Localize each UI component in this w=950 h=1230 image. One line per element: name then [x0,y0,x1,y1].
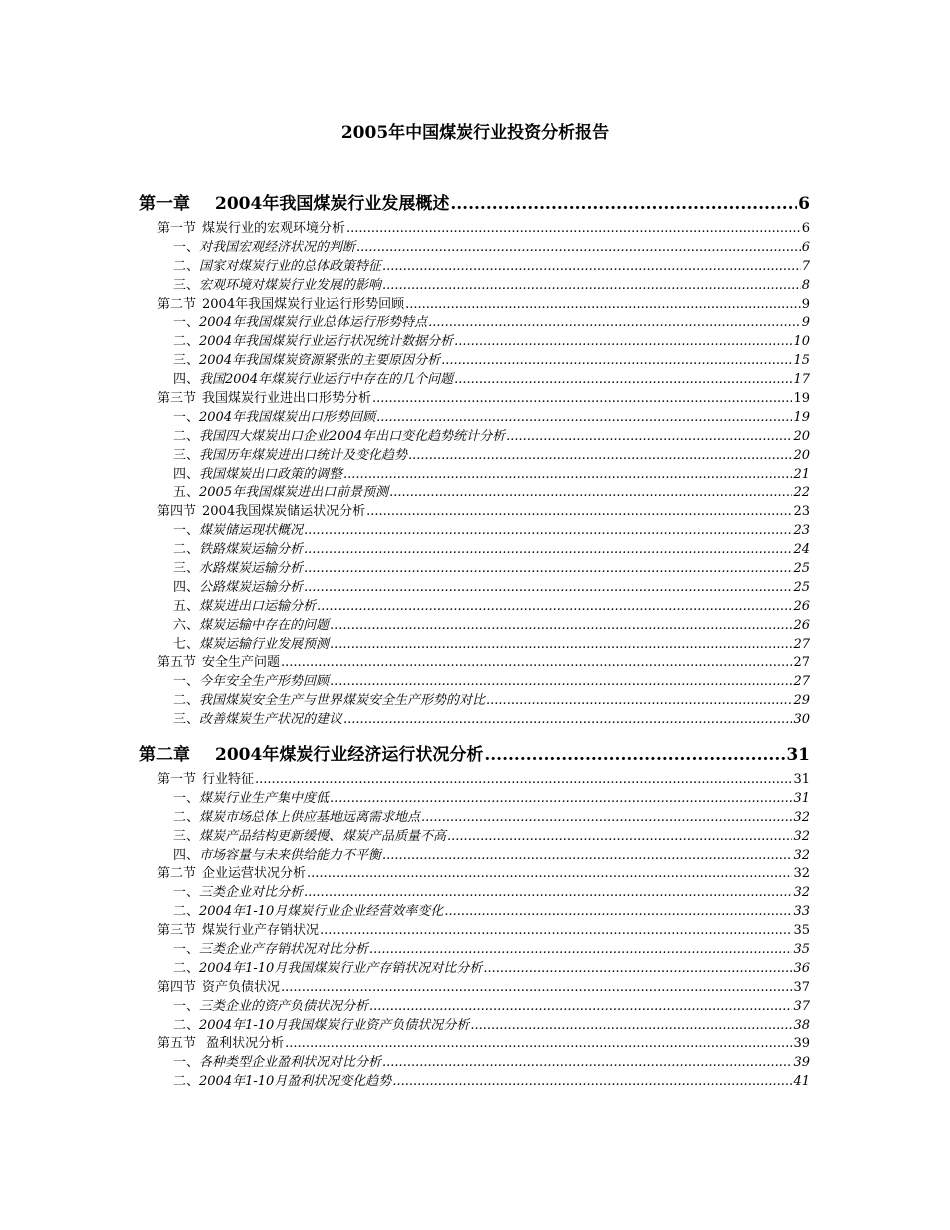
item-heading [173,828,446,847]
dot-leader [421,809,792,828]
item-heading [173,941,368,960]
dot-leader [330,790,792,809]
toc-chapter-entry[interactable] [139,739,810,771]
dot-leader [366,503,792,522]
dot-leader [405,296,801,315]
dot-leader [382,258,801,277]
page-number: 20 [793,447,810,463]
toc-item-entry[interactable] [139,277,810,296]
dot-leader [343,711,792,730]
item-number: 二、 [173,809,200,825]
toc-section-entry[interactable] [139,296,810,315]
item-number: 四、 [173,847,200,863]
toc-item-entry[interactable] [139,809,810,828]
page-number: 17 [793,372,810,388]
toc-item-entry[interactable] [139,636,810,655]
dot-leader [389,484,792,503]
section-number: 第五节 [157,1036,197,1052]
item-heading [173,1017,469,1036]
toc-item-entry[interactable] [139,239,810,258]
chapter-title: 2004年我国煤炭行业发展概述 [215,194,450,214]
item-number: 一、 [173,790,200,806]
dot-leader [330,673,792,692]
section-heading [157,922,319,941]
toc-item-entry[interactable] [139,828,810,847]
dot-leader [408,447,792,466]
dot-leader [369,941,792,960]
item-heading [173,541,303,560]
item-title: 铁路煤炭运输分析 [199,542,304,558]
item-number: 五、 [173,485,200,501]
dot-leader [484,739,785,771]
dot-leader [382,847,792,866]
item-title: 宏观环境对煤炭行业发展的影响 [199,277,382,293]
item-number: 五、 [173,598,200,614]
page-number: 32 [793,847,810,863]
item-number: 三、 [173,447,200,463]
page-number: 32 [793,809,810,825]
page-number: 6 [801,221,810,236]
page-number: 36 [793,960,810,976]
item-title: 煤炭储运现状概况 [199,523,304,539]
dot-leader [450,188,797,220]
page-number: 32 [793,866,810,882]
page-number: 26 [793,617,810,633]
page-number: 10 [793,334,810,350]
page-number: 32 [793,828,810,844]
page-number: 35 [793,942,810,958]
toc-section-entry[interactable] [139,979,810,998]
item-title: 公路煤炭运输分析 [199,579,304,595]
chapter-number: 第二章 [139,745,190,765]
item-number: 七、 [173,636,200,652]
toc-item-entry[interactable] [139,333,810,352]
toc-item-entry[interactable] [139,598,810,617]
item-title: 改善煤炭生产状况的建议 [199,712,343,728]
item-title: 水路煤炭运输分析 [199,561,304,577]
toc-item-entry[interactable] [139,522,810,541]
toc-section-entry[interactable] [139,503,810,522]
toc-item-entry[interactable] [139,314,810,333]
item-title: 三类企业的资产负债状况分析 [199,998,369,1014]
page-number: 39 [793,1036,810,1052]
section-title: 2004我国煤炭储运状况分析 [202,504,366,520]
toc-item-entry[interactable] [139,941,810,960]
item-title: 我国历年煤炭进出口统计及变化趋势 [199,447,408,463]
item-number: 六、 [173,617,200,633]
item-number: 一、 [173,1055,200,1071]
item-heading [173,277,381,296]
item-title: 今年安全生产形势回顾 [199,674,330,690]
item-number: 二、 [173,258,200,274]
item-number: 三、 [173,828,200,844]
item-title: 2004年1-10月我国煤炭行业产存销状况对比分析 [199,960,483,976]
item-heading [173,239,355,258]
toc-item-entry[interactable] [139,484,810,503]
item-title: 煤炭市场总体上供应基地远离需求地点 [199,809,421,825]
item-number: 四、 [173,579,200,595]
section-number: 第二节 [157,296,197,312]
chapter-number: 第一章 [139,194,190,214]
item-heading [173,522,303,541]
item-number: 一、 [173,998,200,1014]
item-number: 二、 [173,693,200,709]
toc-chapter-2 [139,739,810,1092]
section-number: 第五节 [157,655,197,671]
dot-leader [454,333,792,352]
dot-leader [320,922,792,941]
item-heading [173,598,316,617]
item-heading [173,617,329,636]
section-heading [157,220,345,239]
toc-item-entry[interactable] [139,258,810,277]
section-number: 第四节 [157,504,197,520]
item-title: 我国煤炭出口政策的调整 [199,466,343,482]
dot-leader [372,390,792,409]
item-title: 三类企业产存销状况对比分析 [199,942,369,958]
dot-leader [317,598,792,617]
item-heading [173,711,342,730]
item-heading [173,1054,381,1073]
page-number: 23 [793,504,810,520]
page-number: 33 [793,904,810,920]
document-title: 2005年中国煤炭行业投资分析报告 [340,123,610,143]
item-number: 一、 [173,409,200,425]
toc-item-entry[interactable] [139,692,810,711]
section-title: 安全生产问题 [202,655,281,671]
dot-leader [307,865,792,884]
dot-leader [281,654,792,673]
section-title: 盈利状况分析 [202,1036,285,1052]
item-number: 二、 [173,904,200,920]
toc-item-entry[interactable] [139,790,810,809]
item-heading [173,333,453,352]
page-number: 8 [801,277,810,293]
item-title: 煤炭行业生产集中度低 [199,790,330,806]
toc-item-entry[interactable] [139,1073,810,1092]
toc-item-entry[interactable] [139,673,810,692]
dot-leader [506,428,792,447]
item-number: 二、 [173,1017,200,1033]
item-heading [173,960,482,979]
page-number: 31 [793,772,810,787]
item-title: 煤炭进出口运输分析 [199,598,317,614]
item-heading [173,484,388,503]
item-title: 我国2004年煤炭行业运行中存在的几个问题 [199,372,454,388]
section-heading [157,1035,284,1054]
item-heading [173,447,407,466]
toc-item-entry[interactable] [139,447,810,466]
item-number: 二、 [173,428,200,444]
page-number: 9 [801,296,810,312]
section-number: 第一节 [157,772,197,787]
item-heading [173,903,443,922]
toc-item-entry[interactable] [139,560,810,579]
item-heading [173,998,368,1017]
dot-leader [428,314,801,333]
item-heading [173,673,329,692]
section-heading [157,503,365,522]
section-title: 资产负债状况 [202,979,281,995]
page-number: 25 [793,561,810,577]
item-heading [173,560,303,579]
section-title: 我国煤炭行业进出口形势分析 [202,391,372,407]
page-number: 6 [798,194,810,214]
item-heading [173,1073,391,1092]
page-number: 30 [793,712,810,728]
item-title: 煤炭运输行业发展预测 [199,636,330,652]
section-title: 行业特征 [202,772,255,787]
dot-leader [392,1073,792,1092]
toc-section-entry[interactable] [139,922,810,941]
dot-leader [470,1017,792,1036]
item-title: 煤炭运输中存在的问题 [199,617,330,633]
page-number: 32 [793,885,810,901]
item-number: 一、 [173,885,200,901]
dot-leader [346,220,801,239]
item-number: 三、 [173,353,200,369]
dot-leader [356,239,801,258]
item-heading [173,428,505,447]
item-number: 三、 [173,561,200,577]
page-number: 38 [793,1017,810,1033]
section-heading [157,654,280,673]
section-title: 煤炭行业的宏观环境分析 [202,221,346,236]
item-heading [173,258,381,277]
item-number: 四、 [173,466,200,482]
item-heading [173,884,303,903]
section-number: 第一节 [157,221,197,236]
section-number: 第三节 [157,923,197,939]
toc-item-entry[interactable] [139,1054,810,1073]
item-number: 二、 [173,960,200,976]
dot-leader [441,352,792,371]
page-number: 37 [793,998,810,1014]
chapter-heading [139,739,483,771]
toc-item-entry[interactable] [139,884,810,903]
dot-leader [285,1035,792,1054]
toc-section-entry[interactable] [139,390,810,409]
toc-section-entry[interactable] [139,220,810,239]
item-title: 市场容量与未来供给能力不平衡 [199,847,382,863]
toc-item-entry[interactable] [139,409,810,428]
dot-leader [255,771,792,790]
item-heading [173,409,375,428]
toc-chapter-entry[interactable] [139,188,810,220]
toc-item-entry[interactable] [139,541,810,560]
toc-chapter-1 [139,188,810,730]
section-heading [157,979,280,998]
chapter-heading [139,188,449,220]
toc-item-entry[interactable] [139,847,810,866]
dot-leader [447,828,792,847]
toc-section-entry[interactable] [139,1035,810,1054]
page-number: 31 [793,790,810,806]
item-number: 三、 [173,712,200,728]
item-number: 一、 [173,239,200,255]
toc-item-entry[interactable] [139,903,810,922]
dot-leader [304,560,792,579]
toc-item-entry[interactable] [139,466,810,485]
item-number: 一、 [173,942,200,958]
item-number: 二、 [173,1074,200,1090]
dot-leader [304,884,792,903]
section-title: 煤炭行业产存销状况 [202,923,320,939]
toc-section-entry[interactable] [139,865,810,884]
item-title: 2005年我国煤炭进出口前景预测 [199,485,389,501]
dot-leader [330,617,792,636]
page-number: 22 [793,485,810,501]
dot-leader [330,636,792,655]
page-number: 9 [801,315,810,331]
toc-item-entry[interactable] [139,579,810,598]
toc-item-entry[interactable] [139,711,810,730]
item-title: 2004年1-10月煤炭行业企业经营效率变化 [199,904,444,920]
page-number: 41 [793,1074,810,1090]
dot-leader [304,579,792,598]
dot-leader [343,466,792,485]
item-heading [173,579,303,598]
page-number: 15 [793,353,810,369]
section-heading [157,865,306,884]
toc-item-entry[interactable] [139,352,810,371]
page-number: 24 [793,542,810,558]
item-heading [173,636,329,655]
item-title: 国家对煤炭行业的总体政策特征 [199,258,382,274]
dot-leader [304,541,792,560]
item-title: 我国四大煤炭出口企业2004年出口变化趋势统计分析 [199,428,506,444]
page-number: 27 [793,674,810,690]
section-title: 企业运营状况分析 [202,866,307,882]
dot-leader [382,277,801,296]
page-number: 29 [793,693,810,709]
toc-section-entry[interactable] [139,654,810,673]
page-number: 35 [793,923,810,939]
item-title: 三类企业对比分析 [199,885,304,901]
page-number: 19 [793,391,810,407]
item-title: 2004年1-10月我国煤炭行业资产负债状况分析 [199,1017,470,1033]
item-heading [173,371,453,390]
item-number: 三、 [173,277,200,293]
item-title: 2004年我国煤炭行业运行状况统计数据分析 [199,334,454,350]
item-title: 煤炭产品结构更新缓慢、煤炭产品质量不高 [199,828,447,844]
page-number: 26 [793,598,810,614]
page-number: 31 [786,745,810,765]
item-title: 2004年1-10月盈利状况变化趋势 [199,1074,392,1090]
dot-leader [382,1054,792,1073]
section-number: 第四节 [157,979,197,995]
item-heading [173,466,342,485]
dot-leader [444,903,792,922]
toc-item-entry[interactable] [139,998,810,1017]
page-number: 7 [801,258,810,274]
dot-leader [376,409,792,428]
item-heading [173,847,381,866]
item-number: 一、 [173,674,200,690]
item-number: 四、 [173,372,200,388]
section-title: 2004年我国煤炭行业运行形势回顾 [202,296,405,312]
toc-item-entry[interactable] [139,617,810,636]
item-number: 一、 [173,523,200,539]
item-title: 对我国宏观经济状况的判断 [199,239,356,255]
item-heading [173,790,329,809]
toc-section-entry[interactable] [139,771,810,790]
toc-item-entry[interactable] [139,428,810,447]
section-heading [157,296,404,315]
item-heading [173,809,420,828]
item-title: 各种类型企业盈利状况对比分析 [199,1055,382,1071]
page-number: 39 [793,1055,810,1071]
item-heading [173,314,427,333]
item-number: 二、 [173,334,200,350]
page-number: 27 [793,636,810,652]
page-number: 6 [801,239,810,255]
item-title: 2004年我国煤炭出口形势回顾 [199,409,376,425]
page-number: 27 [793,655,810,671]
item-number: 二、 [173,542,200,558]
section-heading [157,390,371,409]
toc-item-entry[interactable] [139,371,810,390]
toc-item-entry[interactable] [139,960,810,979]
item-title: 我国煤炭安全生产与世界煤炭安全生产形势的对比 [199,693,486,709]
item-heading [173,692,485,711]
chapter-title: 2004年煤炭行业经济运行状况分析 [215,745,484,765]
section-heading [157,771,254,790]
page-number: 37 [793,979,810,995]
dot-leader [369,998,792,1017]
page-number: 25 [793,579,810,595]
item-number: 一、 [173,315,200,331]
section-number: 第二节 [157,866,197,882]
dot-leader [281,979,792,998]
dot-leader [486,692,792,711]
page-number: 20 [793,428,810,444]
section-number: 第三节 [157,391,197,407]
page-number: 21 [793,466,810,482]
toc-item-entry[interactable] [139,1017,810,1036]
item-title: 2004年我国煤炭行业总体运行形势特点 [199,315,428,331]
dot-leader [454,371,792,390]
page-number: 23 [793,523,810,539]
dot-leader [304,522,792,541]
page-number: 19 [793,409,810,425]
dot-leader [483,960,792,979]
item-title: 2004年我国煤炭资源紧张的主要原因分析 [199,353,441,369]
item-heading [173,352,440,371]
